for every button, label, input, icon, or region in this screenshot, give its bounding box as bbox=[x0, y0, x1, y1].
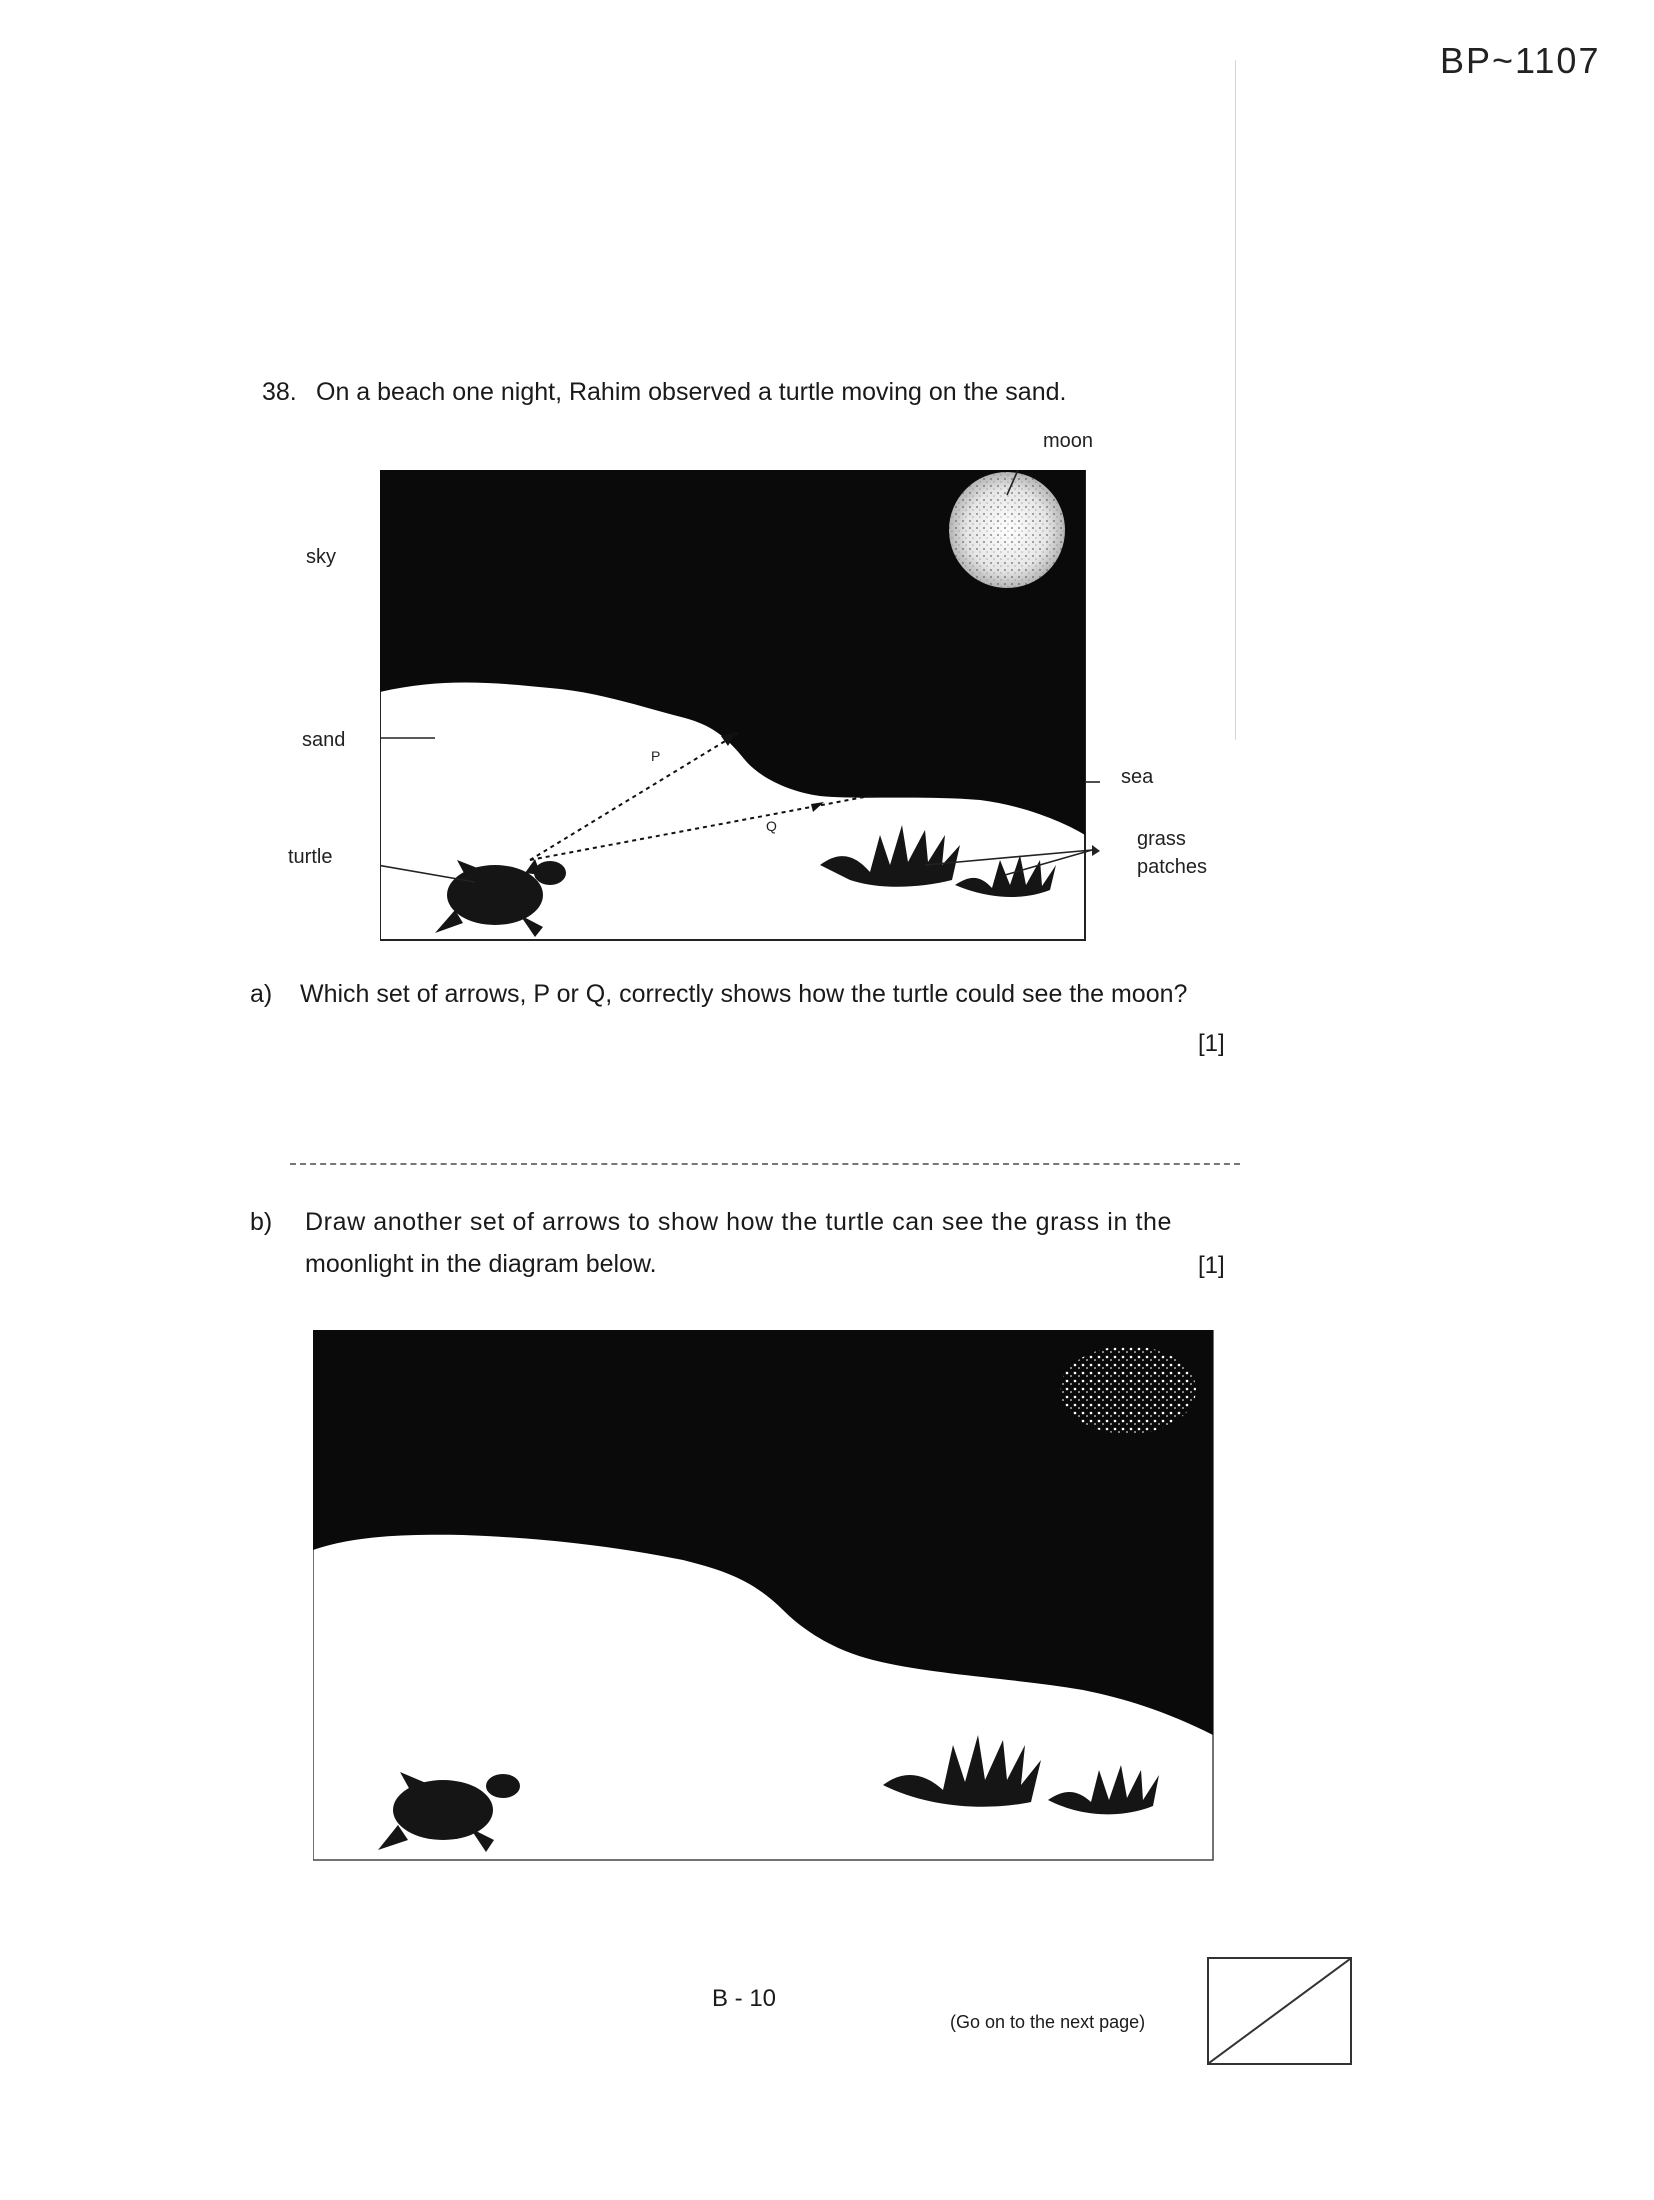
beach-diagram-drawing-area[interactable] bbox=[313, 1330, 1223, 1870]
label-sky: sky bbox=[306, 546, 336, 568]
page-number: B - 10 bbox=[712, 1985, 777, 2012]
label-sea: sea bbox=[1121, 766, 1154, 788]
grass-leader-head bbox=[1092, 845, 1100, 856]
beach-diagram-with-arrows bbox=[380, 470, 1250, 990]
label-arrow-q: Q bbox=[766, 818, 777, 834]
marks-box-diagonal bbox=[1209, 1959, 1350, 2063]
go-next-page: (Go on to the next page) bbox=[950, 2012, 1146, 2032]
part-b-marks: [1] bbox=[1198, 1252, 1225, 1279]
label-patches-text: patches bbox=[1137, 856, 1208, 878]
question-stem: On a beach one night, Rahim observed a turtle moving on the sand. bbox=[316, 378, 1067, 406]
label-turtle: turtle bbox=[288, 846, 333, 868]
moon-texture bbox=[949, 472, 1065, 588]
moon-icon-2 bbox=[1060, 1346, 1196, 1434]
label-arrow-p: P bbox=[651, 748, 661, 764]
answer-line[interactable] bbox=[290, 1163, 1240, 1165]
part-b-text-line1: Draw another set of arrows to show how the turtle can see the grass in the bbox=[305, 1208, 1173, 1236]
label-grass: grass bbox=[1137, 828, 1186, 850]
part-b-label: b) bbox=[250, 1208, 273, 1236]
question-number: 38. bbox=[262, 378, 297, 406]
label-moon: moon bbox=[1043, 430, 1094, 452]
part-a-label: a) bbox=[250, 980, 273, 1008]
document-code: BP~1107 bbox=[1440, 40, 1601, 81]
part-a-text: Which set of arrows, P or Q, correctly shows how the turtle could see the moon? bbox=[300, 980, 1188, 1008]
part-a-marks: [1] bbox=[1198, 1030, 1225, 1057]
marks-box bbox=[1207, 1957, 1352, 2065]
part-b-text-line2: moonlight in the diagram below. bbox=[305, 1250, 657, 1278]
label-sand: sand bbox=[302, 729, 346, 751]
label-patches bbox=[1137, 856, 1207, 879]
